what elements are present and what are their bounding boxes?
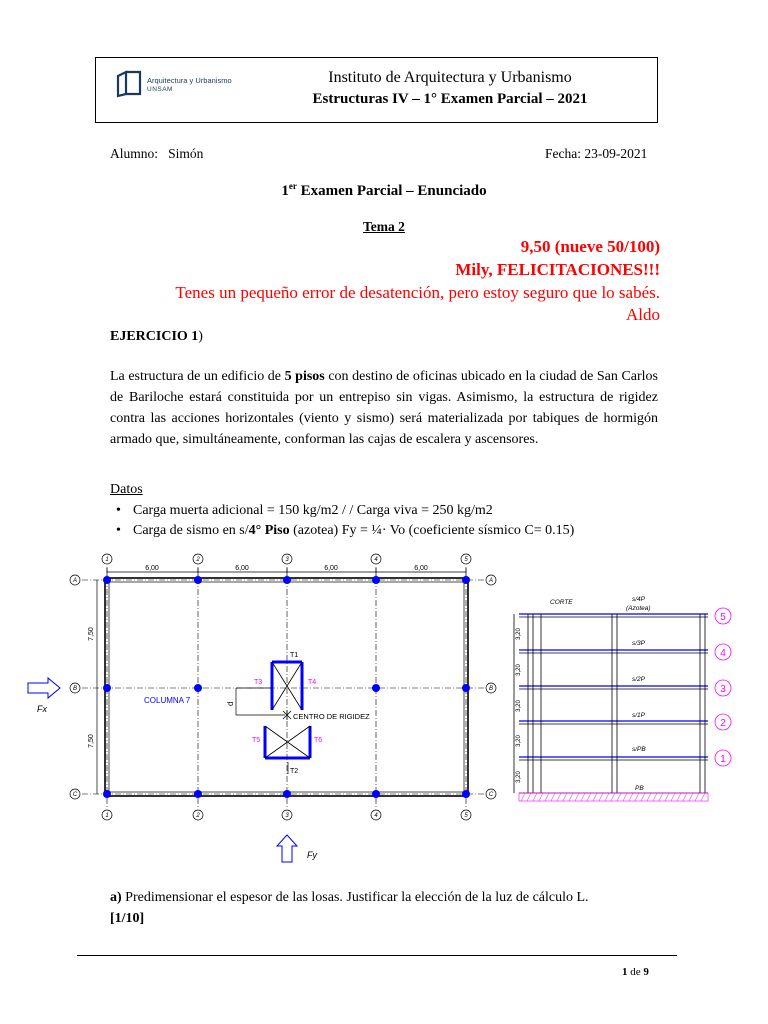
column-b4	[372, 684, 380, 692]
exercise-title-text: EJERCICIO 1	[110, 329, 199, 344]
vspan-label-1: 7,50	[88, 627, 95, 641]
level-spb: s/PB	[632, 746, 646, 753]
datos-list	[110, 501, 574, 541]
axis-num-bot-5: 5	[464, 813, 468, 819]
title-ordinal: 1	[281, 183, 289, 199]
axis-num-top-3: 3	[285, 557, 289, 563]
title-rest: Examen Parcial – Enunciado	[296, 183, 487, 199]
floor-num-2: 2	[720, 718, 726, 729]
grade-signature: Aldo	[626, 305, 660, 324]
datos-bullet-1: • Carga muerta adicional = 150 kg/m2 / / Carga viva = 250 kg/m2	[110, 501, 574, 521]
vspan-label-2: 7,50	[88, 734, 95, 748]
logo-subtext: UNSAM	[147, 86, 173, 93]
lower-core	[265, 726, 310, 774]
height-1: 3,20	[516, 628, 522, 640]
bullet2-a: Carga de sismo en s/	[133, 523, 249, 538]
axis-num-top-2: 2	[196, 557, 200, 563]
statement-part1: La estructura de un edificio de	[110, 369, 285, 384]
datos-heading: Datos	[110, 482, 143, 497]
floor-num-4: 4	[720, 648, 726, 659]
centro-label: CENTRO DE RIGIDEZ	[293, 712, 370, 721]
wall-t2: T2	[290, 768, 299, 775]
wall-t3: T3	[254, 679, 263, 686]
footer-rule	[77, 955, 677, 956]
exercise-title	[110, 329, 203, 345]
height-3: 3,20	[516, 700, 522, 712]
student-label: Alumno:	[110, 146, 159, 161]
floor-num-5: 5	[720, 612, 726, 623]
column-c2	[194, 790, 202, 798]
wall-t1: T1	[290, 652, 299, 659]
bullet2-b: 4° Piso	[248, 523, 290, 538]
page-total: 9	[643, 966, 649, 978]
foundation-hatch	[519, 793, 708, 801]
d-label: d	[226, 701, 235, 706]
floor-num-3: 3	[720, 684, 726, 695]
column-c3	[283, 790, 291, 798]
column-a5	[462, 576, 470, 584]
grade-score: 9,50 (nueve 50/100)	[520, 237, 660, 256]
axis-letter-left-a: A	[72, 578, 78, 584]
logo-text: Arquitectura y Urbanismo	[147, 76, 232, 85]
wall-t4: T4	[308, 679, 317, 686]
axis-num-bot-2: 2	[196, 813, 200, 819]
column-a3	[283, 576, 291, 584]
question-a	[110, 887, 658, 929]
course-title: Estructuras IV – 1° Examen Parcial – 2021	[312, 91, 588, 107]
bullet2-c: (azotea) Fy = ¼· Vo (coeficiente sísmico C= 0.15)	[289, 523, 575, 538]
page-of: de	[627, 966, 644, 978]
column-c4	[372, 790, 380, 798]
level-s2p: s/2P	[632, 676, 646, 683]
column-a4	[372, 576, 380, 584]
floor-num-1: 1	[720, 754, 726, 765]
level-roof-sub: (Azotea)	[626, 605, 651, 612]
page-number	[622, 966, 649, 978]
column-a2	[194, 576, 202, 584]
header-box	[95, 57, 658, 123]
fy-arrow-icon	[277, 835, 297, 862]
page-current: 1	[622, 966, 628, 978]
column-b2	[194, 684, 202, 692]
institute-name: Instituto de Arquitectura y Urbanismo	[328, 69, 572, 86]
fx-arrow-icon	[28, 678, 60, 698]
student-line	[110, 146, 203, 162]
question-a-text: Predimensionar el espesor de las losas. Justificar la elección de la luz de cálculo L.	[121, 890, 589, 905]
datos-bullet-2	[110, 521, 574, 541]
statement-part2: con destino de oficinas ubicado en la ciudad de San Carlos de Bariloche estará constituida por un entrepiso sin vigas. Asimismo, la estructura de rigidez contra las acciones horizontales (viento y sismo) será materializada por tabiques de hormigón armado que, simultáneamente, conforman las cajas de escalera y ascensores.	[110, 369, 659, 447]
wall-t5: T5	[252, 737, 261, 744]
grade-congrats: Mily, FELICITACIONES!!!	[455, 260, 660, 279]
axis-num-bot-4: 4	[374, 813, 378, 819]
axis-num-bot-3: 3	[285, 813, 289, 819]
axis-num-top-1: 1	[105, 557, 109, 563]
title-sup: er	[288, 181, 297, 191]
column-c5	[462, 790, 470, 798]
level-pb: PB	[635, 785, 644, 792]
axis-num-top-4: 4	[374, 557, 378, 563]
axis-letter-left-c: C	[72, 792, 78, 798]
span-label-1: 6,00	[145, 565, 159, 572]
exam-title	[0, 181, 768, 200]
topic: Tema 2	[363, 219, 405, 234]
level-s1p: s/1P	[632, 712, 646, 719]
column-b1	[103, 684, 111, 692]
axis-num-top-5: 5	[464, 557, 468, 563]
axis-num-bot-1: 1	[105, 813, 109, 819]
axis-letter-left-b: B	[72, 686, 78, 692]
section-corte	[510, 590, 745, 810]
axis-letter-right-a: A	[488, 578, 494, 584]
column-c1	[103, 790, 111, 798]
column-b5	[462, 684, 470, 692]
statement-paragraph	[110, 366, 658, 450]
logo-icon	[116, 70, 144, 98]
grade-comment: Tenes un pequeño error de desatención, pero estoy seguro que lo sabés.	[175, 283, 660, 302]
question-a-points: [1/10]	[110, 911, 145, 926]
statement-bold: 5 pisos	[284, 369, 325, 384]
student-name: Simón	[168, 146, 204, 161]
height-2: 3,20	[516, 664, 522, 676]
fy-label: Fy	[307, 850, 317, 860]
floor-plan	[0, 545, 510, 875]
span-label-3: 6,00	[324, 565, 338, 572]
axis-letter-right-b: B	[488, 686, 494, 692]
date: Fecha: 23-09-2021	[545, 146, 648, 161]
question-a-label: a)	[110, 890, 122, 905]
span-label-4: 6,00	[414, 565, 428, 572]
columna-label: COLUMNA 7	[144, 696, 191, 705]
height-4: 3,20	[516, 735, 522, 747]
level-s3p: s/3P	[632, 640, 646, 647]
corte-label: CORTE	[550, 599, 573, 606]
exercise-paren: )	[198, 329, 203, 344]
column-a1	[103, 576, 111, 584]
span-label-2: 6,00	[235, 565, 249, 572]
height-5: 3,20	[516, 771, 522, 783]
axis-letter-right-c: C	[488, 792, 494, 798]
fx-label: Fx	[37, 704, 47, 714]
wall-t6: T6	[314, 737, 323, 744]
level-roof: s/4P	[632, 596, 646, 603]
